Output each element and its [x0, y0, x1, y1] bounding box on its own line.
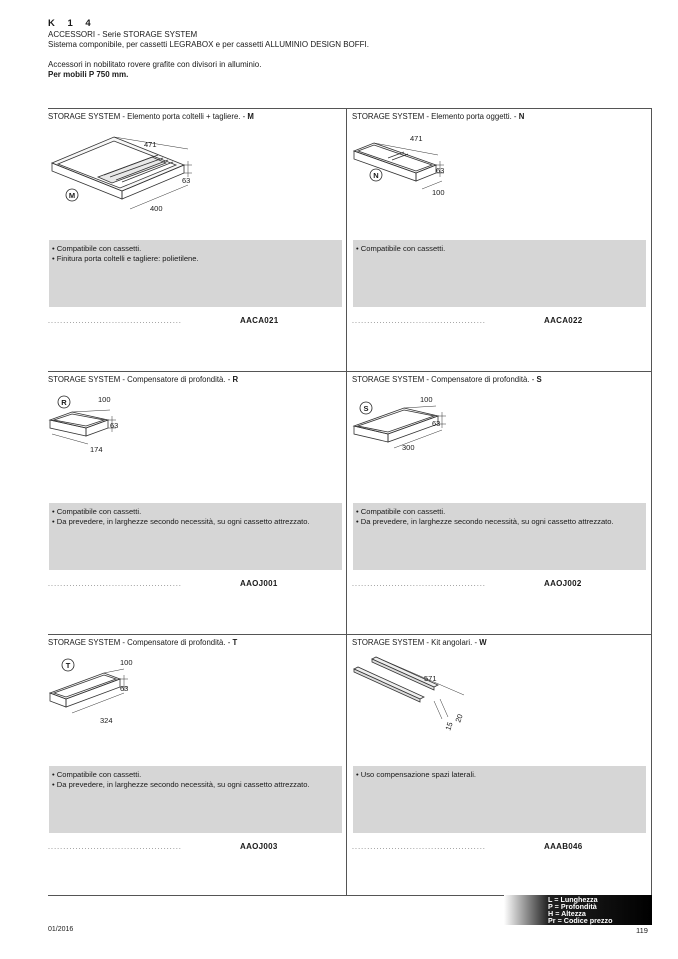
product-title: STORAGE SYSTEM - Compensatore di profondità. - T [48, 638, 238, 647]
drawing-label: T [65, 661, 71, 670]
header-line-3: Accessori in nobilitato rovere grafite con divisori in alluminio. [48, 60, 262, 69]
legend-height: H = Altezza [548, 909, 586, 918]
product-cell-s [352, 372, 650, 634]
info-bullet: • Da prevedere, in larghezze secondo necessità, su ogni cassetto attrezzato. [52, 780, 342, 790]
header-line-4: Per mobili P 750 mm. [48, 70, 129, 79]
price-code: AAOJ002 [544, 579, 582, 588]
dim-depth: 100 [420, 395, 433, 404]
info-bullet: • Da prevedere, in larghezze secondo necessità, su ogni cassetto attrezzato. [356, 517, 646, 527]
product-title: STORAGE SYSTEM - Compensatore di profondità. - S [352, 375, 542, 384]
drawing-label: N [373, 171, 379, 180]
drawing-label: S [363, 404, 369, 413]
depth-compensator-t-drawing [48, 651, 346, 763]
dim-height: 63 [182, 176, 191, 185]
dim-height: 63 [110, 421, 119, 430]
dim-height: 63 [432, 419, 441, 428]
dim-depth: 100 [120, 658, 133, 667]
grid-divider-right [651, 109, 652, 895]
product-info-box [49, 240, 342, 307]
product-info-box [49, 766, 342, 833]
product-cell-n [352, 109, 650, 371]
product-info-box [49, 503, 342, 570]
leader-dots: ............................................ [352, 581, 486, 588]
page-number: 119 [636, 926, 648, 935]
footer-date: 01/2016 [48, 926, 74, 933]
info-bullet: • Finitura porta coltelli e tagliere: polietilene. [52, 254, 342, 264]
drawing-label: R [61, 398, 67, 407]
product-title: STORAGE SYSTEM - Elemento porta coltelli + tagliere. - M [48, 112, 254, 121]
product-cell-t [48, 635, 346, 897]
drawing-label: M [68, 191, 76, 200]
dim-width: 471 [144, 140, 157, 149]
info-bullet: • Da prevedere, in larghezze secondo necessità, su ogni cassetto attrezzato. [52, 517, 342, 527]
product-title: STORAGE SYSTEM - Kit angolari. - W [352, 638, 487, 647]
price-code: AAOJ003 [240, 842, 278, 851]
dim-depth: 100 [98, 395, 111, 404]
depth-compensator-s-drawing [352, 388, 650, 500]
legend-box [504, 895, 652, 925]
dim-height: 63 [436, 166, 445, 175]
dim-height: 63 [120, 684, 129, 693]
info-bullet: • Compatibile con cassetti. [52, 507, 342, 517]
price-code: AACA022 [544, 316, 583, 325]
grid-divider-vertical [346, 109, 347, 895]
info-bullet: • Compatibile con cassetti. [356, 507, 646, 517]
leader-dots: ............................................ [352, 844, 486, 851]
dim-depth: 100 [432, 188, 445, 197]
info-bullet: • Compatibile con cassetti. [52, 770, 342, 780]
depth-compensator-r-drawing [48, 388, 346, 500]
product-info-box [353, 766, 646, 833]
dim-height: 20 [453, 712, 465, 724]
catalog-code: K 1 4 [48, 18, 96, 29]
object-holder-drawing [352, 125, 650, 237]
product-grid [48, 108, 652, 896]
price-code: AAAB046 [544, 842, 583, 851]
knife-block-drawing [48, 125, 346, 237]
corner-kit-drawing [352, 651, 650, 763]
leader-dots: ............................................ [352, 318, 486, 325]
dim-width: 300 [402, 443, 415, 452]
dim-depth: 400 [150, 204, 163, 213]
product-title: STORAGE SYSTEM - Elemento porta oggetti. - N [352, 112, 525, 121]
product-info-box [353, 503, 646, 570]
leader-dots: ............................................ [48, 581, 182, 588]
dim-width: 324 [100, 716, 113, 725]
header-line-1: ACCESSORI - Serie STORAGE SYSTEM [48, 30, 198, 39]
dim-width: 471 [410, 134, 423, 143]
dim-width: 571 [424, 674, 437, 683]
leader-dots: ............................................ [48, 844, 182, 851]
legend-depth: P = Profondità [548, 902, 597, 911]
product-cell-m [48, 109, 346, 371]
leader-dots: ............................................ [48, 318, 182, 325]
dim-width: 174 [90, 445, 103, 454]
price-code: AACA021 [240, 316, 279, 325]
legend-length: L = Lunghezza [548, 895, 598, 904]
dim-depth: 15 [443, 720, 455, 732]
info-bullet: • Uso compensazione spazi laterali. [356, 770, 646, 780]
legend-price-code: Pr = Codice prezzo [548, 916, 613, 925]
product-cell-r [48, 372, 346, 634]
product-cell-w [352, 635, 650, 897]
info-bullet: • Compatibile con cassetti. [356, 244, 646, 254]
price-code: AAOJ001 [240, 579, 278, 588]
info-bullet: • Compatibile con cassetti. [52, 244, 342, 254]
product-title: STORAGE SYSTEM - Compensatore di profondità. - R [48, 375, 239, 384]
product-info-box [353, 240, 646, 307]
header-line-2: Sistema componibile, per cassetti LEGRABOX e per cassetti ALLUMINIO DESIGN BOFFI. [48, 40, 369, 49]
